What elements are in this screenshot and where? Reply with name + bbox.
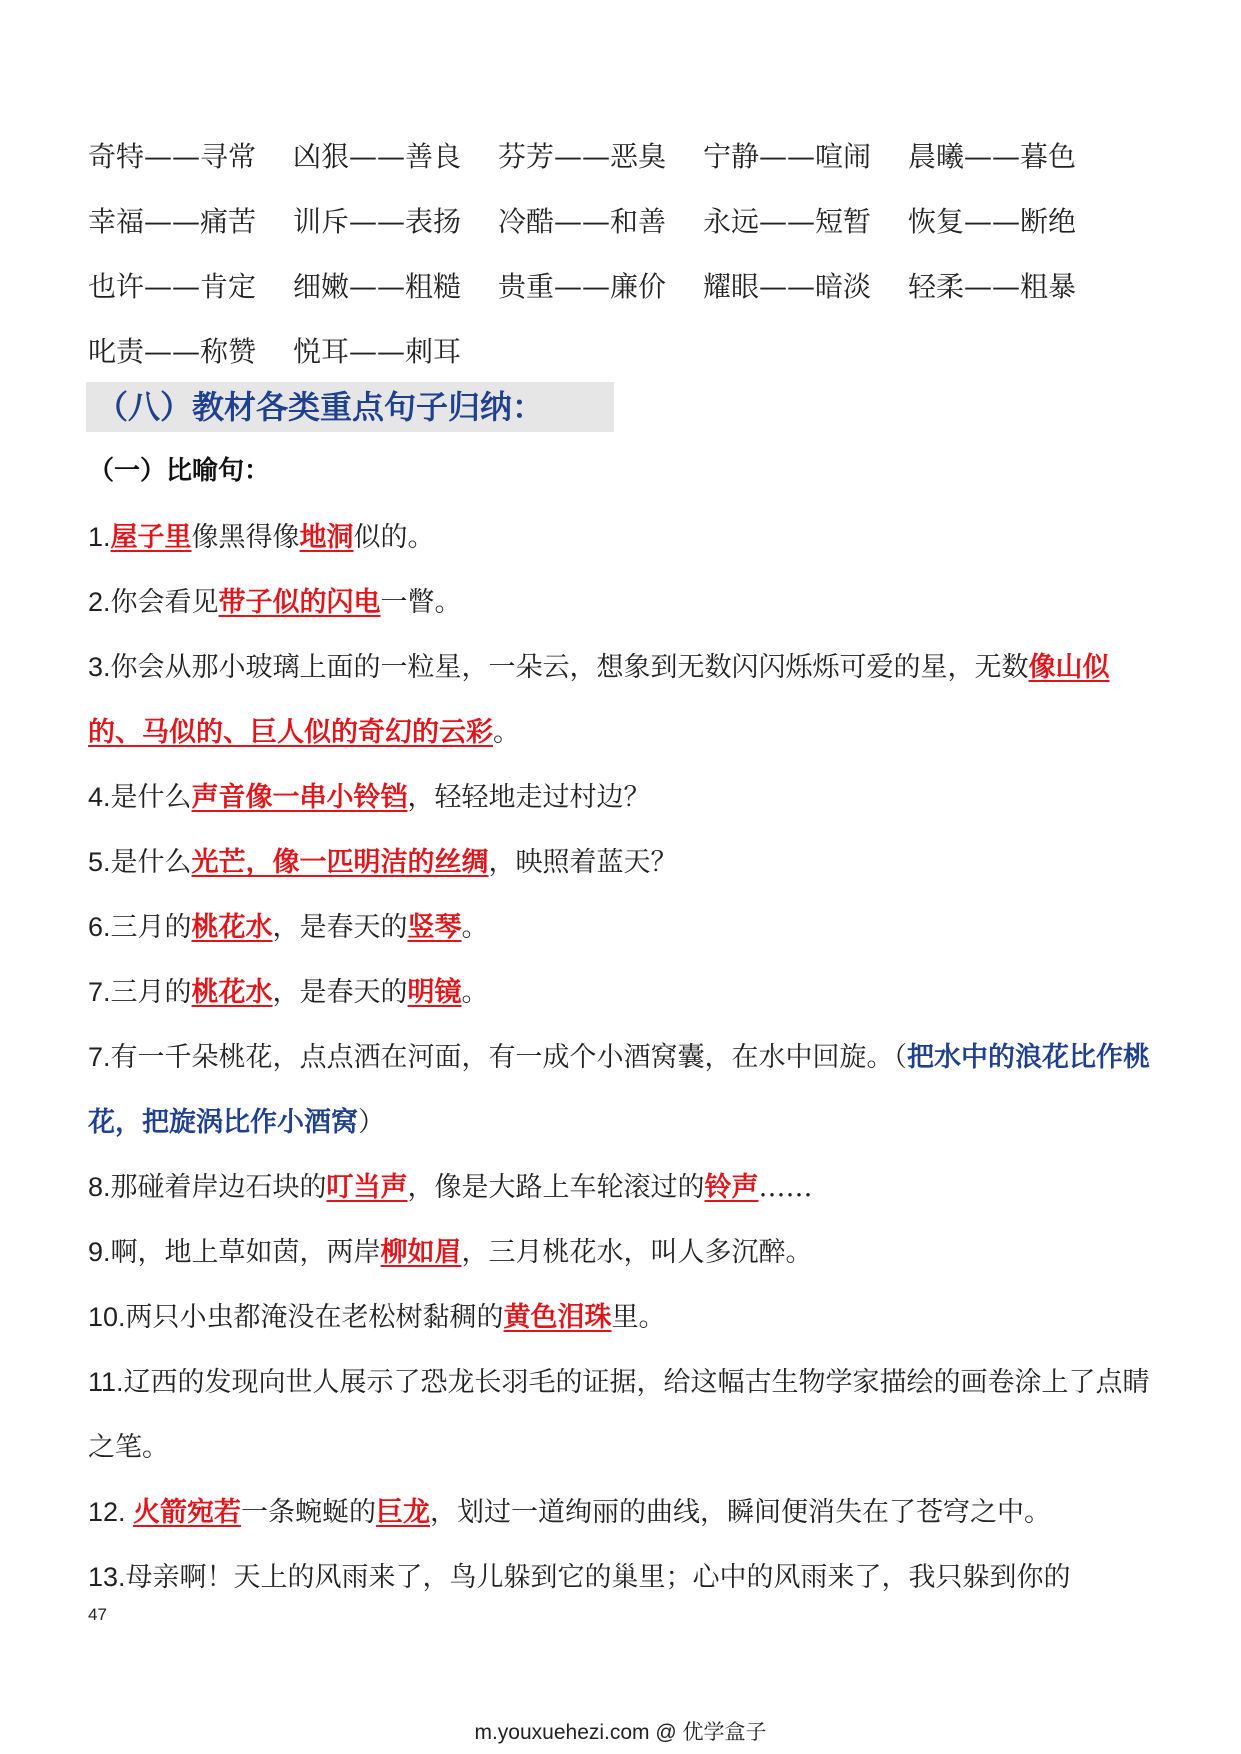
antonym-pair: 奇特——寻常 <box>88 140 257 173</box>
sentence-number: 13. <box>88 1562 126 1592</box>
sentence-number: 7. <box>88 977 111 1007</box>
footer-watermark: m.youxuehezi.com @ 优学盒子 <box>474 1721 767 1744</box>
antonym-pair: 轻柔——粗暴 <box>908 270 1077 303</box>
simile-sentence <box>88 635 1158 765</box>
sentence-text: 一瞥。 <box>380 587 462 618</box>
sentence-text: 。 <box>493 717 520 748</box>
antonym-list <box>88 124 1113 384</box>
antonym-pair: 训斥——表扬 <box>293 205 462 238</box>
sentence-text: 三月的 <box>110 977 192 1008</box>
sentence-number: 12. <box>88 1497 134 1527</box>
sentence-number: 1. <box>88 522 111 552</box>
antonym-pair: 也许——肯定 <box>88 270 257 303</box>
simile-sentence <box>88 1285 1158 1350</box>
highlighted-phrase: 光芒，像一匹明洁的丝绸 <box>191 847 489 878</box>
sentence-text: 是什么 <box>110 782 192 813</box>
sentence-number: 8. <box>88 1172 111 1202</box>
sentence-text: 有一千朵桃花，点点洒在河面，有一成个小酒窝囊，在水中回旋。（ <box>110 1042 908 1073</box>
sentence-text: 里。 <box>611 1302 666 1333</box>
antonym-pair: 宁静——喧闹 <box>703 140 872 173</box>
subsection-title: （一）比喻句： <box>88 456 271 486</box>
highlighted-phrase: 铃声 <box>704 1172 759 1203</box>
sentence-number: 9. <box>88 1237 111 1267</box>
sentence-text: ，三月桃花水，叫人多沉醉。 <box>461 1237 813 1268</box>
section-title: （八）教材各类重点句子归纳： <box>86 382 614 432</box>
simile-sentence <box>88 1025 1158 1155</box>
sentence-text: ，映照着蓝天？ <box>488 847 678 878</box>
antonym-pair: 凶狠——善良 <box>293 140 462 173</box>
sentence-text: ，划过一道绚丽的曲线，瞬间便消失在了苍穹之中。 <box>430 1497 1052 1528</box>
sentence-text: 一条蜿蜒的 <box>241 1497 377 1528</box>
sentence-text: ，像是大路上车轮滚过的 <box>407 1172 705 1203</box>
antonym-row <box>88 124 1113 189</box>
highlighted-phrase: 竖琴 <box>407 912 462 943</box>
sentence-text: ，是春天的 <box>272 977 408 1008</box>
antonym-pair: 耀眼——暗淡 <box>703 270 872 303</box>
highlighted-phrase: 明镜 <box>407 977 462 1008</box>
annotation-note: 把水中的浪花比作桃花，把旋涡比作小酒窝 <box>88 1042 1151 1138</box>
sentence-text: 两只小虫都淹没在老松树黏稠的 <box>125 1302 504 1333</box>
simile-sentence <box>88 895 1158 960</box>
highlighted-phrase: 声音像一串小铃铛 <box>191 782 408 813</box>
simile-sentence <box>88 1545 1158 1610</box>
antonym-pair: 贵重——廉价 <box>498 270 667 303</box>
sentence-number: 6. <box>88 912 111 942</box>
simile-sentence <box>88 1480 1158 1545</box>
simile-sentence <box>88 1220 1158 1285</box>
highlighted-phrase: 柳如眉 <box>380 1237 462 1268</box>
simile-sentence <box>88 505 1158 570</box>
sentence-text: ，轻轻地走过村边？ <box>407 782 651 813</box>
simile-sentence <box>88 960 1158 1025</box>
antonym-pair: 恢复——断绝 <box>908 205 1077 238</box>
sentence-text: 母亲啊！天上的风雨来了，鸟儿躲到它的巢里；心中的风雨来了，我只躲到你的 <box>125 1562 1071 1593</box>
antonym-pair: 芬芳——恶臭 <box>498 140 667 173</box>
sentence-text: 。 <box>461 912 489 943</box>
antonym-row <box>88 189 1113 254</box>
sentence-text: 啊，地上草如茵，两岸 <box>110 1237 381 1268</box>
antonym-pair: 永远——短暂 <box>703 205 872 238</box>
simile-sentence <box>88 570 1158 635</box>
sentence-text: 那碰着岸边石块的 <box>110 1172 327 1203</box>
simile-sentence <box>88 1350 1158 1480</box>
sentence-text: 是什么 <box>110 847 192 878</box>
highlighted-phrase: 火箭宛若 <box>133 1497 242 1528</box>
sentence-number: 3. <box>88 652 111 682</box>
highlighted-phrase: 像山似的、马似的、巨人似的奇幻的云彩 <box>88 652 1110 748</box>
sentence-text: ） <box>358 1107 385 1138</box>
simile-sentence <box>88 830 1158 895</box>
simile-sentence <box>88 1155 1158 1220</box>
sentence-list <box>88 505 1158 1610</box>
sentence-text: 你会从那小玻璃上面的一粒星，一朵云，想象到无数闪闪烁烁可爱的星，无数 <box>110 652 1029 683</box>
antonym-pair: 晨曦——暮色 <box>908 140 1077 173</box>
antonym-pair: 叱责——称赞 <box>88 335 257 368</box>
antonym-pair: 冷酷——和善 <box>498 205 667 238</box>
antonym-row <box>88 319 1113 384</box>
antonym-pair: 悦耳——刺耳 <box>293 335 462 368</box>
highlighted-phrase: 桃花水 <box>191 912 273 943</box>
sentence-number: 4. <box>88 782 111 812</box>
sentence-text: 三月的 <box>110 912 192 943</box>
highlighted-phrase: 叮当声 <box>326 1172 408 1203</box>
antonym-pair: 细嫩——粗糙 <box>293 270 462 303</box>
sentence-text: …… <box>758 1172 813 1203</box>
sentence-text: ，是春天的 <box>272 912 408 943</box>
sentence-text: 似的。 <box>353 522 435 553</box>
highlighted-phrase: 黄色泪珠 <box>503 1302 612 1333</box>
sentence-number: 2. <box>88 587 111 617</box>
sentence-text: 你会看见 <box>110 587 219 618</box>
highlighted-phrase: 地洞 <box>299 522 354 553</box>
sentence-text: 辽西的发现向世人展示了恐龙长羽毛的证据，给这幅古生物学家描绘的画卷涂上了点睛之笔。 <box>88 1367 1150 1463</box>
sentence-number: 11. <box>88 1367 124 1397</box>
sentence-number: 5. <box>88 847 111 877</box>
page-number: 47 <box>88 1605 107 1624</box>
highlighted-phrase: 屋子里 <box>110 522 192 553</box>
sentence-number: 10. <box>88 1302 126 1332</box>
sentence-text: 像黑得像 <box>191 522 300 553</box>
simile-sentence <box>88 765 1158 830</box>
sentence-number: 7. <box>88 1042 111 1072</box>
highlighted-phrase: 巨龙 <box>376 1497 431 1528</box>
antonym-pair: 幸福——痛苦 <box>88 205 257 238</box>
highlighted-phrase: 桃花水 <box>191 977 273 1008</box>
sentence-text: 。 <box>461 977 489 1008</box>
highlighted-phrase: 带子似的闪电 <box>218 587 381 618</box>
antonym-row <box>88 254 1113 319</box>
